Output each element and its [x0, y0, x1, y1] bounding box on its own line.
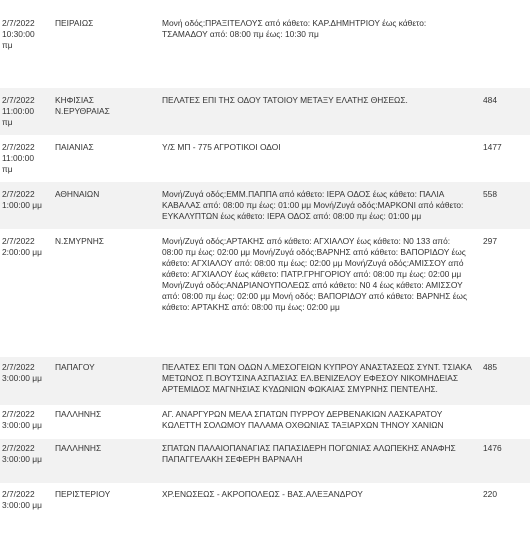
date-cell: 2/7/2022 10:30:00 πμ: [2, 18, 35, 50]
description-cell: ΑΓ. ΑΝΑΡΓΥΡΩΝ ΜΕΛΑ ΣΠΑΤΩΝ ΠΥΡΡΟΥ ΔΕΡΒΕΝΑΚΙΩΝ ΛΑΣΚΑΡΑΤΟΥ ΚΩΛΕΤΤΗ ΣΟΛΩΜΟΥ ΠΑΛΑΜΑ ΟΧΘΩΝΙΑΣ ΤΑΞΙΑΡΧΩΝ ΤΗΝΟΥ ΧΑΝΙΩΝ: [162, 409, 444, 430]
number-cell: 485: [483, 362, 497, 372]
table-row: [0, 0, 530, 88]
number-cell: 484: [483, 95, 497, 105]
description-cell: ΧΡ.ΕΝΩΣΕΩΣ - ΑΚΡΟΠΟΛΕΩΣ - ΒΑΣ.ΑΛΕΞΑΝΔΡΟΥ: [162, 489, 363, 499]
table-row: [0, 439, 530, 483]
description-cell: Μονή/Ζυγά οδός:ΕΜΜ.ΠΑΠΠΑ από κάθετο: ΙΕΡΑ ΟΔΟΣ έως κάθετο: ΠΑΛΙΑ ΚΑΒΑΛΑΣ από: 08:00 πμ έως: 01:00 μμ Μονή/Ζυγά οδός:ΜΑΡΚΟΝΙ από κάθετο: ΕΥΚΑΛΥΠΤΩΝ έως κάθετο: ΙΕΡΑ ΟΔΟΣ από: 08:00 πμ έως: 01:00 μμ: [162, 189, 464, 221]
date-cell: 2/7/2022 3:00:00 μμ: [2, 409, 42, 430]
area-cell: ΠΑΙΑΝΙΑΣ: [55, 142, 94, 152]
table-row: [0, 483, 530, 541]
area-cell: ΠΑΠΑΓΟΥ: [55, 362, 95, 372]
date-cell: 2/7/2022 3:00:00 μμ: [2, 443, 42, 464]
date-cell: 2/7/2022 2:00:00 μμ: [2, 236, 42, 257]
date-cell: 2/7/2022 11:00:00 πμ: [2, 142, 35, 174]
area-cell: ΑΘΗΝΑΙΩΝ: [55, 189, 100, 199]
description-cell: ΠΕΛΑΤΕΣ ΕΠΙ ΤΩΝ ΟΔΩΝ Λ.ΜΕΣΟΓΕΙΩΝ ΚΥΠΡΟΥ ΑΝΑΣΤΑΣΕΩΣ ΣΥΝΤ. ΤΣΙΑΚΑ ΜΕΤΩΝΟΣ Π.ΒΟΥΤΣΙΝΑ ΑΣΠΑΣΙΑΣ ΕΛ.ΒΕΝΙΖΕΛΟΥ ΕΦΕΣΟΥ ΝΙΚΟΜΗΔΕΙΑΣ ΑΡΤΕΜΙΔΟΣ ΜΑΓΝΗΣΙΑΣ ΚΥΔΩΝΙΩΝ ΦΩΚΑΙΑΣ ΣΜΥΡΝΗΣ ΠΕΝΤΕΛΗΣ.: [162, 362, 472, 394]
area-cell: ΠΑΛΛΗΝΗΣ: [55, 443, 102, 453]
table-row: [0, 229, 530, 357]
number-cell: 297: [483, 236, 497, 246]
number-cell: 558: [483, 189, 497, 199]
date-cell: 2/7/2022 3:00:00 μμ: [2, 362, 42, 383]
area-cell: Ν.ΣΜΥΡΝΗΣ: [55, 236, 104, 246]
description-cell: ΣΠΑΤΩΝ ΠΑΛΑΙΟΠΑΝΑΓΙΑΣ ΠΑΠΑΣΙΔΕΡΗ ΠΟΓΩΝΙΑΣ ΑΛΩΠΕΚΗΣ ΑΝΑΦΗΣ ΠΑΠΑΓΓΕΛΑΚΗ ΣΕΦΕΡΗ ΒΑΡΝΑΛΗ: [162, 443, 456, 464]
table-row: [0, 135, 530, 182]
date-cell: 2/7/2022 3:00:00 μμ: [2, 489, 42, 510]
description-cell: Υ/Σ ΜΠ - 775 ΑΓΡΟΤΙΚΟΙ ΟΔΟΙ: [162, 142, 281, 152]
number-cell: 1476: [483, 443, 502, 453]
number-cell: 220: [483, 489, 497, 499]
date-cell: 2/7/2022 11:00:00 πμ: [2, 95, 35, 127]
area-cell: ΠΕΡΙΣΤΕΡΙΟΥ: [55, 489, 111, 499]
table-row: [0, 182, 530, 229]
date-cell: 2/7/2022 1:00:00 μμ: [2, 189, 42, 210]
table-row: [0, 357, 530, 405]
table-row: [0, 88, 530, 135]
table-row: [0, 405, 530, 439]
number-cell: 1477: [483, 142, 502, 152]
description-cell: Μονή/Ζυγά οδός:ΑΡΤΑΚΗΣ από κάθετο: ΑΓΧΙΑΛΟΥ έως κάθετο: Ν0 133 από: 08:00 πμ έως: 02:00 μμ Μονή/Ζυγά οδός:ΒΑΡΝΗΣ από κάθετο: ΒΑΠΟΡΙΔΟΥ έως κάθετο: ΑΓΧΙΑΛΟΥ από: 08:00 πμ έως: 02:00 μμ Μονή/Ζυγά οδός:ΑΜΙΣΣΟΥ από κάθετο: ΑΓΧΙΑΛΟΥ έως κάθετο: ΠΑΤΡ.ΓΡΗΓΟΡΙΟΥ από: 08:00 πμ έως: 02:00 μμ Μονή/Ζυγά οδός:ΑΝΔΡΙΑΝΟΥΠΟΛΕΩΣ από κάθετο: Ν0 4 έως κάθετο: ΑΜΙΣΣΟΥ από: 08:00 πμ έως: 02:00 μμ Μονή οδός: ΒΑΠΟΡΙΔΟΥ από κάθετο: ΒΑΡΝΗΣ έως κάθετο: ΑΡΤΑΚΗΣ από: 08:00 πμ έως: 02:00 μμ: [162, 236, 468, 312]
area-cell: ΠΕΙΡΑΙΩΣ: [55, 18, 94, 28]
area-cell: ΚΗΦΙΣΙΑΣ Ν.ΕΡΥΘΡΑΙΑΣ: [55, 95, 110, 116]
description-cell: ΠΕΛΑΤΕΣ ΕΠΙ ΤΗΣ ΟΔΟΥ ΤΑΤΟΙΟΥ ΜΕΤΑΞΥ ΕΛΑΤΗΣ ΘΗΣΕΩΣ.: [162, 95, 408, 105]
area-cell: ΠΑΛΛΗΝΗΣ: [55, 409, 102, 419]
description-cell: Μονή οδός:ΠΡΑΞΙΤΕΛΟΥΣ από κάθετο: ΚΑΡ.ΔΗΜΗΤΡΙΟΥ έως κάθετο: ΤΣΑΜΑΔΟΥ από: 08:00 πμ έως: 10:30 πμ: [162, 18, 427, 39]
